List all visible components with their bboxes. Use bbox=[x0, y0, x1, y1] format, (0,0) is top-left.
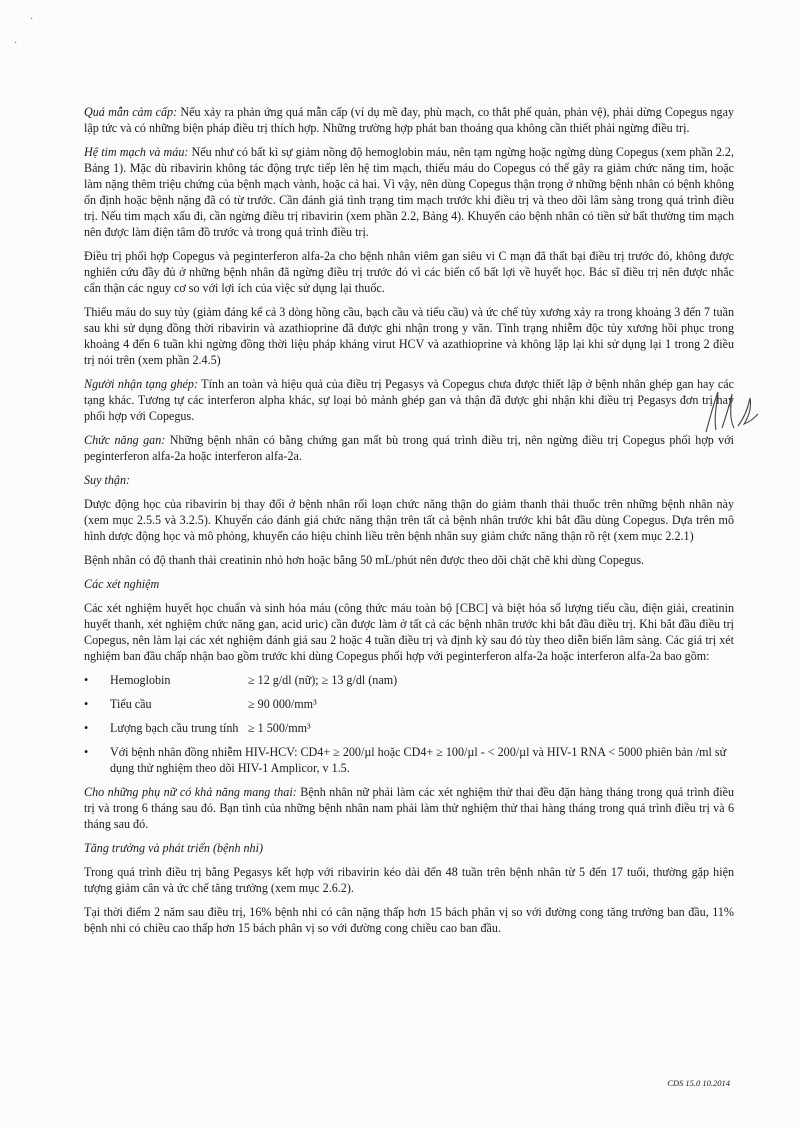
paragraph-pregnancy bbox=[84, 784, 734, 832]
scan-mark: · bbox=[14, 38, 18, 49]
paragraph-text: Nếu như có bất kì sự giảm nồng độ hemoglobin máu, nên tạm ngừng hoặc ngừng dùng Copegus (xem phần 2.2, Bảng 1). Mặc dù ribavirin không tác động trực tiếp lên hệ tim mạch, thiếu máu do Copegus có thể gây ra giảm chức năng tim, hoặc làm nặng thêm triệu chứng của bệnh mạch vành, hoặc cả hai. Vì vậy, nên dùng Copegus thận trọng ở những bệnh nhân có bệnh không ổn định hoặc bệnh nặng đã có từ trước. Cần đánh giá tình trạng tim mạch trước khi điều trị và theo dõi lâm sàng trong quá trình điều trị. Nếu tim mạch xấu đi, cần ngừng điều trị ribavirin (xem phần 2.2, Bảng 4). Khuyến cáo bệnh nhân có tiền sử bất thường tim mạch nên được làm điện tâm đồ trước và trong quá trình điều trị. bbox=[84, 145, 734, 239]
paragraph-text: Tính an toàn và hiệu quả của điều trị Pegasys và Copegus chưa được thiết lập ở bệnh nhân ghép gan hay các tạng khác. Tương tự các interferon alpha khác, sự loại bỏ mảnh ghép gan và thận đã được ghi nhận khi điều trị Pegasys đơn trị hay phối hợp với Copegus. bbox=[84, 377, 734, 423]
list-item bbox=[84, 672, 734, 688]
section-label: Quá mẫn cảm cấp: bbox=[84, 105, 178, 119]
lab-name: Hemoglobin bbox=[110, 673, 171, 687]
paragraph-cardiovascular bbox=[84, 144, 734, 240]
list-item bbox=[84, 744, 734, 776]
paragraph-transplant bbox=[84, 376, 734, 424]
paragraph-creatinine: Bệnh nhân có độ thanh thải creatinin nhỏ hơn hoặc bằng 50 mL/phút nên được theo dõi chặt chẽ khi dùng Copegus. bbox=[84, 553, 645, 567]
paragraph-hypersensitivity bbox=[84, 104, 734, 136]
paragraph-growth-followup: Tại thời điểm 2 năm sau điều trị, 16% bệnh nhi có cân nặng thấp hơn 15 bách phân vị so với đường cong tăng trưởng ban đầu, 11% bệnh nhi có chiều cao thấp hơn 15 bách phân vị so với đường cong chiều cao ban đầu. bbox=[84, 905, 734, 935]
lab-values-list bbox=[84, 672, 734, 776]
section-label: Cho những phụ nữ có khả năng mang thai: bbox=[84, 785, 297, 799]
document-body bbox=[84, 104, 734, 944]
lab-value: ≥ 90 000/mm³ bbox=[248, 697, 317, 711]
heading-lab-tests: Các xét nghiệm bbox=[84, 577, 160, 591]
lab-hiv-text: Với bệnh nhân đồng nhiễm HIV-HCV: CD4+ ≥ 200/µl hoặc CD4+ ≥ 100/µl - < 200/µl và HIV-1 RNA < 5000 phiên bản /ml sử dụng thử nghiệm theo dõi HIV-1 Amplicor, v 1.5. bbox=[110, 745, 727, 775]
paragraph-text: Những bệnh nhân có bằng chứng gan mất bù trong quá trình điều trị, nên ngừng điều trị Copegus phối hợp với peginterferon alfa-2a hoặc interferon alfa-2a. bbox=[84, 433, 734, 463]
paragraph-renal-pk: Dược động học của ribavirin bị thay đổi ở bệnh nhân rối loạn chức năng thận do giảm thanh thải thuốc trên những bệnh nhân này (xem mục 2.5.5 và 3.2.5). Khuyến cáo đánh giá chức năng thận trên tất cả bệnh nhân trước khi bắt đầu dùng Copegus. Dựa trên mô hình dược động học và mô phỏng, khuyến cáo hiệu chỉnh liều trên bệnh nhân suy giảm chức năng thận rõ rệt (xem mục 2.2.1) bbox=[84, 497, 734, 543]
paragraph-lab-tests: Các xét nghiệm huyết học chuẩn và sinh hóa máu (công thức máu toàn bộ [CBC] và biệt hóa số lượng tiểu cầu, điện giải, creatinin huyết thanh, xét nghiệm chức năng gan, acid uric) cần được làm ở tất cả các bệnh nhân trước khi bắt đầu điều trị. Khi bắt đầu điều trị Copegus, nên làm lại các xét nghiệm đánh giá sau 2 hoặc 4 tuần điều trị và định kỳ sau đó tùy theo diễn biến lâm sàng. Các giá trị xét nghiệm ban đầu chấp nhận bao gồm trước khi dùng Copegus phối hợp với peginterferon alfa-2a hoặc interferon alfa-2a bao gồm: bbox=[84, 601, 734, 663]
paragraph-retreatment: Điều trị phối hợp Copegus và peginterferon alfa-2a cho bệnh nhân viêm gan siêu vi C mạn đã thất bại điều trị trước đó, không được nghiên cứu đầy đủ ở những bệnh nhân đã ngừng điều trị trước đó vì các biến cố bất lợi về huyết học. Bác sĩ điều trị nên được nhắc cẩn thận các nguy cơ so với lợi ích của việc sử dụng lại thuốc. bbox=[84, 249, 734, 295]
bullet-icon: • bbox=[84, 745, 89, 759]
list-item bbox=[84, 720, 734, 736]
footer-code: CDS 15.0 10.2014 bbox=[667, 1078, 730, 1088]
paragraph-text: Bệnh nhân nữ phải làm các xét nghiệm thử thai đều đặn hàng tháng trong quá trình điều trị và trong 6 tháng sau đó. Bạn tình của những bệnh nhân nam phải làm thử nghiệm thử thai hàng tháng trong quá trình điều trị và 6 tháng sau đó. bbox=[84, 785, 734, 831]
paragraph-text: Nếu xảy ra phản ứng quá mẫn cấp (ví dụ mề đay, phù mạch, co thắt phế quản, phản vệ), phải dừng Copegus ngay lập tức và có những biện pháp điều trị thích hợp. Những trường hợp phát ban thoáng qua không cần thiết phải ngừng điều trị. bbox=[84, 105, 734, 135]
lab-name: Tiểu cầu bbox=[110, 697, 152, 711]
heading-renal: Suy thận: bbox=[84, 473, 131, 487]
section-label: Chức năng gan: bbox=[84, 433, 166, 447]
paragraph-anemia: Thiếu máu do suy tủy (giảm đáng kể cả 3 dòng hồng cầu, bạch cầu và tiểu cầu) và ức chế tủy xương xảy ra trong khoảng 3 đến 7 tuần sau khi sử dụng đồng thời ribavirin và azathioprine đã được ghi nhận trong y văn. Tình trạng nhiễm độc tủy xương hồi phục trong khoảng 4 đến 6 tuần khi ngừng đồng thời liệu pháp kháng virut HCV và azathioprine và không lặp lại khi sử dụng lại 1 trong 2 điều trị nói trên (xem phần 2.4.5) bbox=[84, 305, 734, 367]
paragraph-liver-function bbox=[84, 432, 734, 464]
bullet-icon: • bbox=[84, 697, 89, 711]
heading-growth: Tăng trưởng và phát triển (bệnh nhi) bbox=[84, 841, 263, 855]
scan-mark: · bbox=[30, 14, 34, 25]
lab-value: ≥ 12 g/dl (nữ); ≥ 13 g/dl (nam) bbox=[248, 673, 398, 687]
list-item bbox=[84, 696, 734, 712]
lab-name: Lượng bạch cầu trung tính bbox=[110, 721, 239, 735]
bullet-icon: • bbox=[84, 721, 89, 735]
section-label: Người nhận tạng ghép: bbox=[84, 377, 198, 391]
paragraph-growth: Trong quá trình điều trị bằng Pegasys kết hợp với ribavirin kéo dài đến 48 tuần trên bệnh nhân từ 5 đến 17 tuổi, thường gặp hiện tượng giảm cân và ức chế tăng trưởng (xem mục 2.6.2). bbox=[84, 865, 734, 895]
lab-value: ≥ 1 500/mm³ bbox=[248, 721, 311, 735]
bullet-icon: • bbox=[84, 673, 89, 687]
handwritten-signature bbox=[700, 388, 760, 436]
section-label: Hệ tim mạch và máu: bbox=[84, 145, 189, 159]
